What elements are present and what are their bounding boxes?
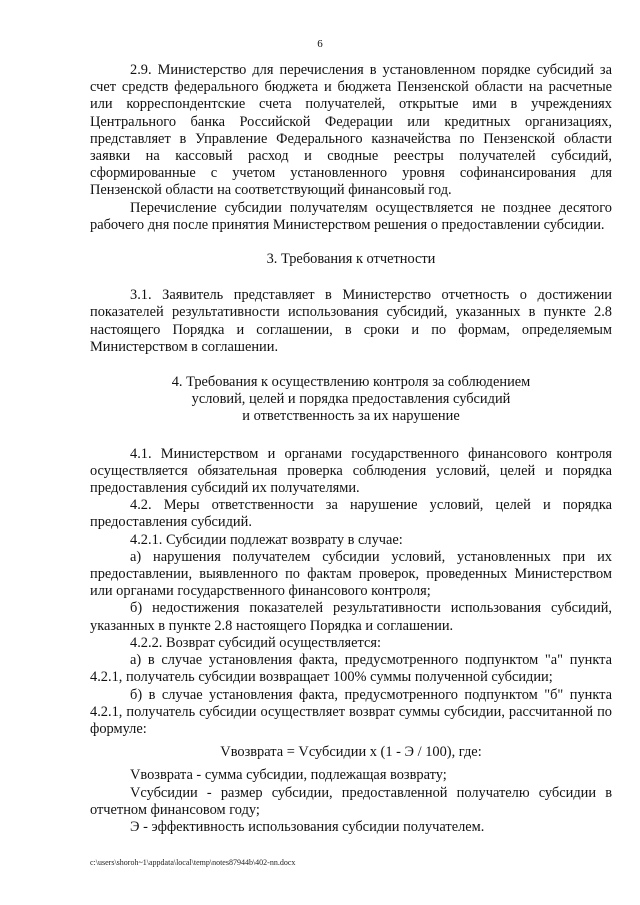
- section-heading-4-line-1: 4. Требования к осуществлению контроля за соблюдением: [171, 374, 531, 391]
- paragraph-4-2-2-a: а) в случае установления факта, предусмотренного подпунктом "а" пункта 4.2.1, получатель субсидии возвращает 100% суммы полученной субсидии;: [90, 652, 612, 686]
- section-heading-4: [90, 374, 612, 426]
- footer-file-path: c:\users\shoroh~1\appdata\local\temp\notes87944b\402-nn.docx: [90, 858, 296, 867]
- paragraph-4-2: 4.2. Меры ответственности за нарушение условий, целей и порядка предоставления субсидий.: [90, 497, 612, 531]
- page-number: 6: [317, 38, 323, 50]
- paragraph-4-2-1-a: а) нарушения получателем субсидии условий, установленных при их предоставлении, выявленного по фактам проверок, проведенных Министерством или органами государственного финансового контроля;: [90, 548, 612, 600]
- section-heading-4-line-3: и ответственность за их нарушение: [242, 408, 460, 425]
- paragraph-4-2-2-b: б) в случае установления факта, предусмотренного подпунктом "б" пункта 4.2.1, получатель субсидии осуществляет возврат суммы субсидии, рассчитанной по формуле:: [90, 686, 612, 737]
- section-heading-4-line-2: условий, целей и порядка предоставления субсидий: [191, 391, 511, 408]
- refund-formula: Vвозврата = Vсубсидии x (1 - Э / 100), где:: [220, 744, 482, 761]
- paragraph-4-2-2: 4.2.2. Возврат субсидий осуществляется:: [130, 634, 381, 651]
- paragraph-2-9: 2.9. Министерство для перечисления в установленном порядке субсидий за счет средств федерального бюджета и бюджета Пензенской области на расчетные или корреспондентские счета получателей, открытые ими в учреждениях Центрального банка Российской Федерации или кредитных организациях, представляет в Управление Федерального казначейства по Пензенской области заявки на кассовый расход и сводные реестры получателей субсидий, сформированные с учетом установленного уровня софинансирования для Пензенской области на соответствующий финансовый год.: [90, 62, 612, 199]
- paragraph-3-1: 3.1. Заявитель представляет в Министерство отчетность о достижении показателей результативности использования субсидий, указанных в пункте 2.8 настоящего Порядка и соглашении, в сроки и по формам, определяемым Министерством в соглашении.: [90, 287, 612, 355]
- definition-efficiency: Э - эффективность использования субсидии получателем.: [130, 818, 485, 835]
- section-heading-3: 3. Требования к отчетности: [266, 251, 436, 268]
- document-body: [90, 62, 612, 836]
- paragraph-4-1: 4.1. Министерством и органами государственного финансового контроля осуществляется обязательная проверка соблюдения условий, целей и порядка предоставления субсидий их получателями.: [90, 445, 612, 497]
- paragraph-4-2-1-b: б) недостижения показателей результативности использования субсидий, указанных в пункте 2.8 настоящего Порядка и соглашении.: [90, 600, 612, 634]
- definition-v-subsidy: Vсубсидии - размер субсидии, предоставленной получателю субсидии в отчетном финансовом году;: [90, 784, 612, 818]
- definition-v-return: Vвозврата - сумма субсидии, подлежащая возврату;: [130, 767, 447, 784]
- paragraph-4-2-1: 4.2.1. Субсидии подлежат возврату в случае:: [130, 531, 403, 548]
- paragraph-transfer: Перечисление субсидии получателям осуществляется не позднее десятого рабочего дня после принятия Министерством решения о предоставлении субсидии.: [90, 199, 612, 233]
